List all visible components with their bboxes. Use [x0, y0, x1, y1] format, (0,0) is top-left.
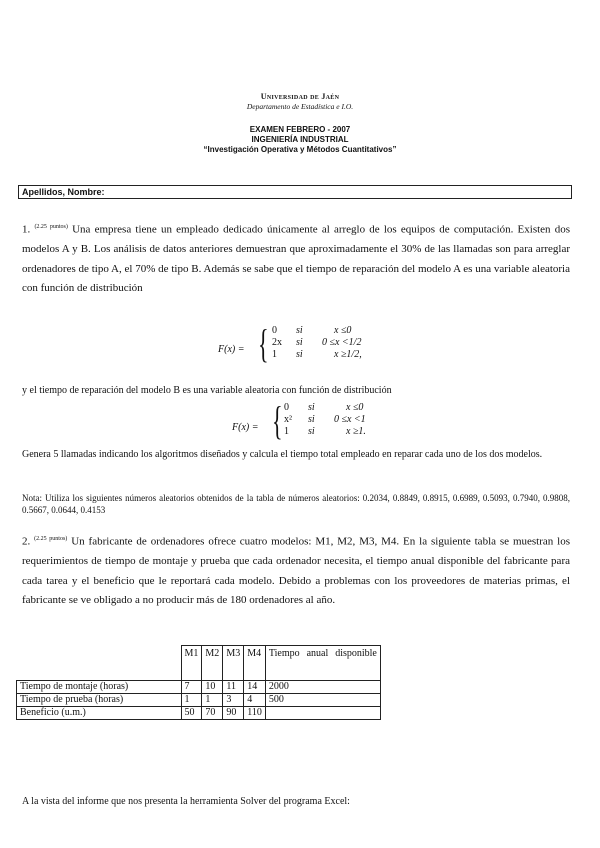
exam-title: EXAMEN FEBRERO - 2007	[249, 125, 351, 134]
table-cell: 7	[181, 681, 202, 694]
problem1-task: Genera 5 llamadas indicando los algoritmos diseñados y calcula el tiempo total empleado en reparar cada uno de los dos modelos.	[22, 449, 543, 460]
table-cell: 4	[244, 694, 266, 707]
formula-a-row: 0 si x ≤0	[272, 325, 352, 336]
formula-a-row: 1 si x ≥1/2,	[272, 349, 362, 360]
formula-b-lhs: F(x) =	[232, 422, 259, 433]
formula-a-cases	[272, 325, 362, 361]
table-cell: 2000	[265, 681, 380, 694]
problem2-statement	[22, 530, 570, 611]
table-row	[17, 707, 381, 720]
table-cell: 90	[223, 707, 244, 720]
problem1-statement	[22, 218, 570, 299]
table-cell: 500	[265, 694, 380, 707]
requirements-table	[16, 645, 381, 720]
table-cell: 1	[181, 694, 202, 707]
table-row	[17, 694, 381, 707]
table-row	[17, 681, 381, 694]
problem1-text: Una empresa tiene un empleado dedicado únicamente al arreglo de los equipos de computación. Existen dos modelos A y B. Los análisis de datos anteriores demuestran que aproximadamente el 30% de las llamadas son para arreglar ordenadores de tipo A, el 70% de tipo B. Además se sabe que el tiempo de reparación del modelo A es una variable aleatoria con función de distribución	[22, 223, 571, 295]
problem2-points: (2.25 puntos)	[34, 536, 68, 542]
problem1-model-b-text: y el tiempo de reparación del modelo B es una variable aleatoria con función de distribución	[22, 385, 392, 396]
row-label: Tiempo de montaje (horas)	[17, 681, 182, 694]
footer-text: A la vista del informe que nos presenta la herramienta Solver del programa Excel:	[22, 796, 350, 807]
department-name: Departamento de Estadística e I.O.	[246, 102, 354, 111]
table-header-cell: M2	[202, 646, 223, 681]
formula-b-row: 0 si x ≤0	[284, 402, 364, 413]
table-header-cell: M4	[244, 646, 266, 681]
brace-b: {	[272, 398, 283, 443]
table-cell: 1	[202, 694, 223, 707]
problem1-points: (2.25 puntos)	[34, 224, 68, 230]
table-cell: 50	[181, 707, 202, 720]
table-cell: 10	[202, 681, 223, 694]
formula-b-row: x² si 0 ≤x <1	[284, 414, 366, 425]
table-cell: 11	[223, 681, 244, 694]
formula-a-row: 2x si 0 ≤x <1/2	[272, 337, 362, 348]
table-header-cell: M1	[181, 646, 202, 681]
table-cell	[265, 707, 380, 720]
row-label: Tiempo de prueba (horas)	[17, 694, 182, 707]
table-header-cell	[265, 646, 380, 681]
problem2-text: Un fabricante de ordenadores ofrece cuatro modelos: M1, M2, M3, M4. En la siguiente tabla se muestran los requerimientos de tiempo de montaje y prueba que cada ordenador necesita, el tiempo anual disponible del fabricante para cada tarea y el beneficio que le reportará cada modelo. Debido a problemas con los proveedores de materias primas, el fabricante se ve obligado a no producir más de 180 ordenadores al año.	[22, 535, 571, 607]
table-cell: 3	[223, 694, 244, 707]
table-cell: 110	[244, 707, 266, 720]
table-header-row	[17, 646, 381, 681]
formula-b-cases	[284, 402, 366, 438]
formula-a-lhs: F(x) =	[218, 344, 245, 355]
problem2-number: 2.	[22, 535, 31, 548]
formula-b-row: 1 si x ≥1.	[284, 426, 366, 437]
degree-name: INGENIERÍA INDUSTRIAL	[251, 135, 349, 144]
problem1-number: 1.	[22, 223, 31, 236]
table-header-cell: M3	[223, 646, 244, 681]
row-label: Beneficio (u.m.)	[17, 707, 182, 720]
table-cell: 14	[244, 681, 266, 694]
table-cell: 70	[202, 707, 223, 720]
university-name: Universidad de Jaén	[260, 92, 340, 101]
name-field-label: Apellidos, Nombre:	[22, 187, 105, 197]
name-field[interactable]	[18, 185, 572, 199]
brace-a: {	[258, 321, 269, 366]
subject-name: “Investigación Operativa y Métodos Cuantitativos”	[203, 145, 397, 154]
problem1-note: Nota: Utiliza los siguientes números aleatorios obtenidos de la tabla de números aleatorios: 0.2034, 0.8849, 0.8915, 0.6989, 0.5093, 0.7940, 0.9808, 0.5667, 0.0644, 0.4153	[22, 493, 570, 515]
available-time-header: Tiempo anual disponible	[268, 648, 377, 659]
table-corner-cell	[17, 646, 182, 681]
